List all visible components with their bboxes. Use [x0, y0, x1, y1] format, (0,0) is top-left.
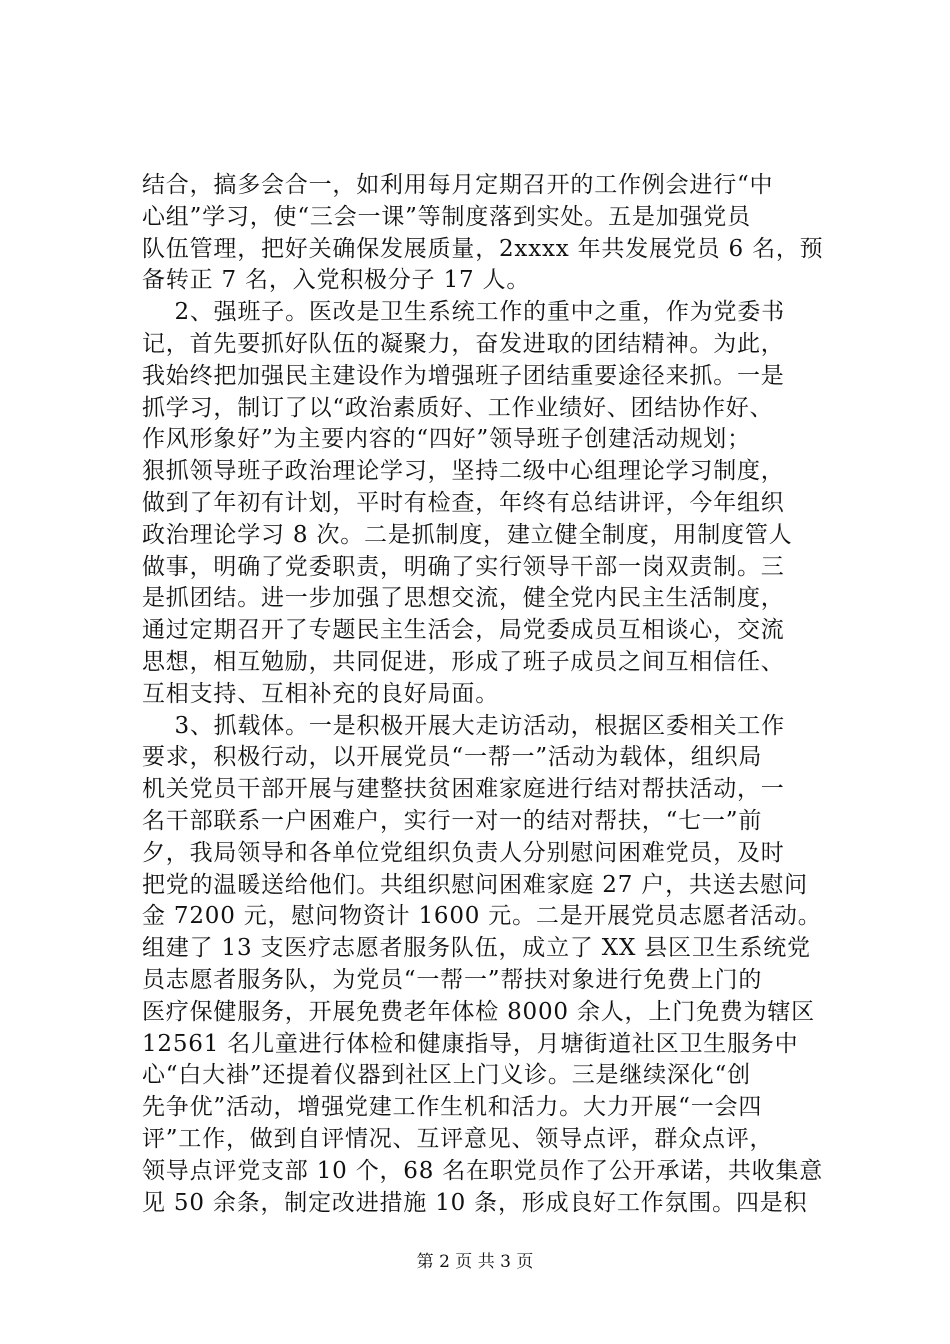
text-line: 心组”学习，使“三会一课”等制度落到实处。五是加强党员: [142, 203, 751, 230]
text-line: 做事，明确了党委职责，明确了实行领导干部一岗双责制。三: [142, 553, 785, 580]
text-line: 领导点评党支部 10 个，68 名在职党员作了公开承诺，共收集意: [142, 1157, 824, 1184]
text-line: 抓学习，制订了以“政治素质好、工作业绩好、团结协作好、: [142, 394, 774, 421]
text-line: 金 7200 元，慰问物资计 1600 元。二是开展党员志愿者活动。: [142, 903, 822, 930]
text-line: 3、抓载体。一是积极开展大走访活动，根据区委相关工作: [142, 712, 785, 739]
text-line: 我始终把加强民主建设作为增强班子团结重要途径来抓。一是: [142, 362, 785, 389]
text-line: 互相支持、互相补充的良好局面。: [142, 680, 499, 707]
text-line: 做到了年初有计划，平时有检查，年终有总结讲评，今年组织: [142, 489, 785, 516]
text-line: 把党的温暖送给他们。共组织慰问困难家庭 27 户，共送去慰问: [142, 871, 808, 898]
text-line: 见 50 余条，制定改进措施 10 条，形成良好工作氛围。四是积: [142, 1189, 808, 1216]
text-line: 要求，积极行动，以开展党员“一帮一”活动为载体，组织局: [142, 744, 763, 771]
text-line: 结合，搞多会合一，如利用每月定期召开的工作例会进行“中: [142, 172, 774, 198]
text-line: 政治理论学习 8 次。二是抓制度，建立健全制度，用制度管人: [142, 521, 793, 548]
text-line: 记，首先要抓好队伍的凝聚力，奋发进取的团结精神。为此，: [142, 330, 785, 357]
text-line: 12561 名儿童进行体检和健康指导，月塘街道社区卫生服务中: [142, 1030, 799, 1057]
text-line: 狠抓领导班子政治理论学习，坚持二级中心组理论学习制度，: [142, 458, 785, 485]
text-line: 队伍管理，把好关确保发展质量，2xxxx 年共发展党员 6 名，预: [142, 235, 824, 262]
text-line: 是抓团结。进一步加强了思想交流，健全党内民主生活制度，: [142, 585, 785, 612]
page-footer: 第 2 页 共 3 页: [416, 1252, 534, 1272]
text-line: 员志愿者服务队，为党员“一帮一”帮扶对象进行免费上门的: [142, 966, 763, 993]
text-line: 机关党员干部开展与建整扶贫困难家庭进行结对帮扶活动，一: [142, 776, 785, 803]
text-line: 2、强班子。医改是卫生系统工作的重中之重，作为党委书: [142, 299, 785, 326]
text-line: 医疗保健服务，开展免费老年体检 8000 余人，上门免费为辖区: [142, 998, 815, 1025]
document-body: [142, 170, 832, 1219]
text-line: 通过定期召开了专题民主生活会，局党委成员互相谈心，交流: [142, 617, 785, 644]
text-line: 备转正 7 名，入党积极分子 17 人。: [142, 267, 531, 294]
text-line: 夕，我局领导和各单位党组织负责人分别慰问困难党员，及时: [142, 839, 785, 866]
text-line: 名干部联系一户困难户，实行一对一的结对帮扶，“七一”前: [142, 807, 763, 834]
text-line: 评”工作，做到自评情况、互评意见、领导点评，群众点评，: [142, 1125, 774, 1152]
text-line: 思想，相互勉励，共同促进，形成了班子成员之间互相信任、: [142, 648, 785, 675]
text-line: 先争优”活动，增强党建工作生机和活力。大力开展“一会四: [142, 1094, 763, 1121]
text-line: 作风形象好”为主要内容的“四好”领导班子创建活动规划；: [142, 426, 751, 453]
text-line: 组建了 13 支医疗志愿者服务队伍，成立了 XX 县区卫生系统党: [142, 935, 811, 962]
text-line: 心“白大褂”还提着仪器到社区上门义诊。三是继续深化“创: [142, 1062, 751, 1089]
